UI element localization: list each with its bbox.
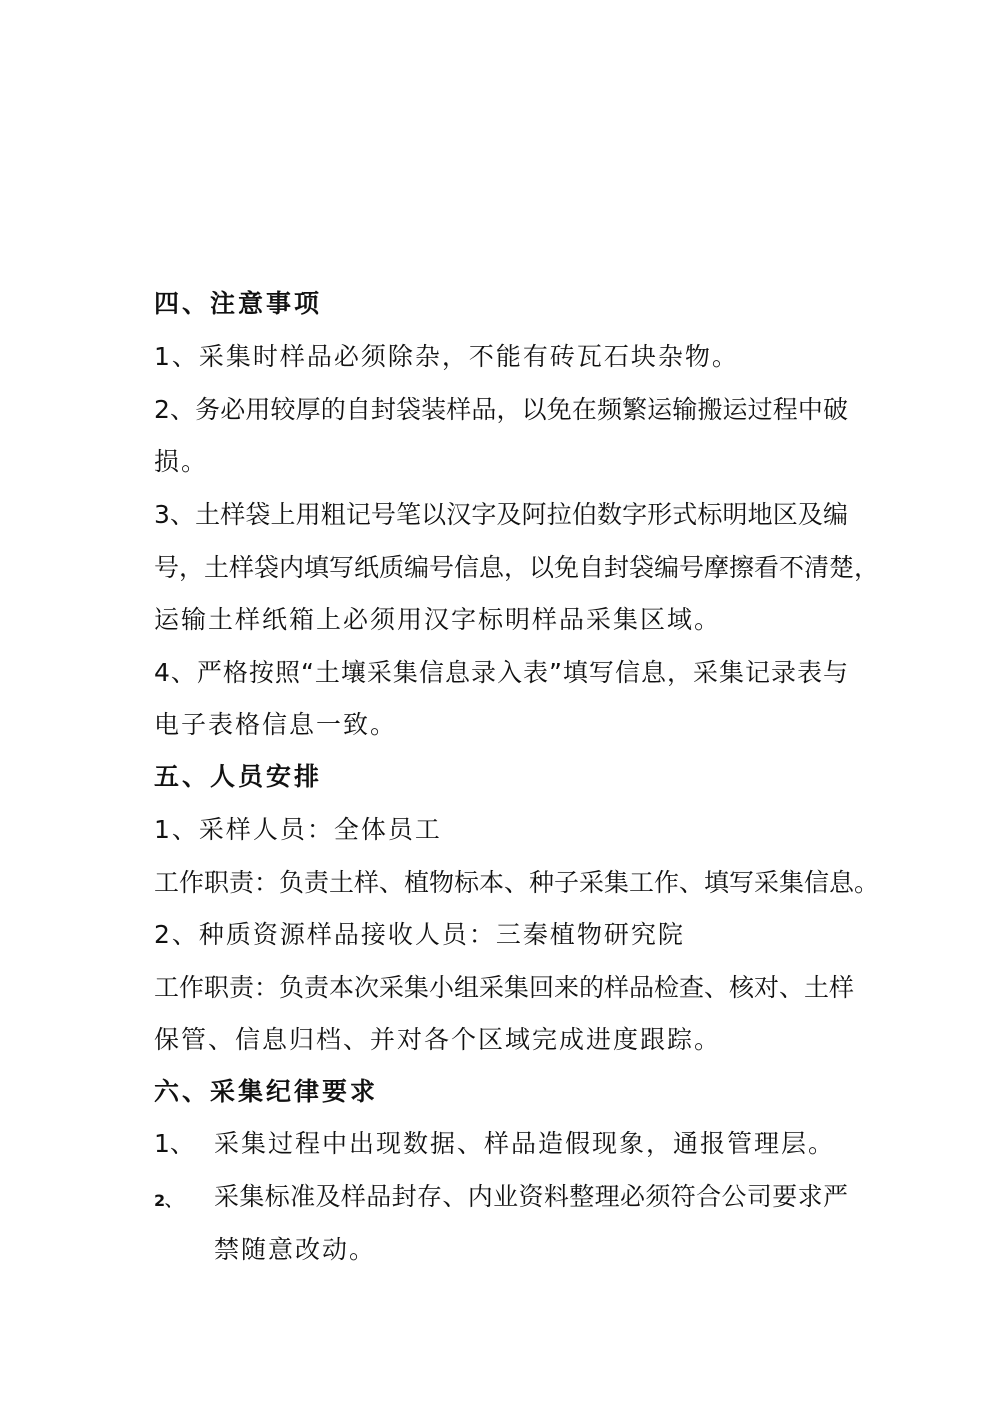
section-heading-discipline: 六、采集纪律要求 <box>154 1077 379 1106</box>
notes-line-7: 4、严格按照“土壤采集信息录入表”填写信息，采集记录表与 <box>154 658 848 687</box>
notes-line-2: 2、务必用较厚的自封袋装样品，以免在频繁运输搬运过程中破 <box>154 395 848 424</box>
section-heading-notes: 四、注意事项 <box>154 289 323 318</box>
notes-line-8: 电子表格信息一致。 <box>154 710 398 739</box>
staff-line-1: 1、采样人员：全体员工 <box>154 815 442 844</box>
staff-line-2: 工作职责：负责土样、植物标本、种子采集工作、填写采集信息。 <box>154 868 880 897</box>
notes-line-4: 3、土样袋上用粗记号笔以汉字及阿拉伯数字形式标明地区及编 <box>154 500 848 529</box>
staff-line-5: 保管、信息归档、并对各个区域完成进度跟踪。 <box>154 1025 722 1054</box>
discipline-item-1-number: 1、 <box>154 1129 195 1158</box>
discipline-item-2-number: 2、 <box>154 1191 182 1210</box>
discipline-item-2-text-line-1: 采集标准及样品封存、内业资料整理必须符合公司要求严 <box>214 1182 848 1211</box>
discipline-item-1-text: 采集过程中出现数据、样品造假现象，通报管理层。 <box>214 1129 836 1158</box>
notes-line-6: 运输土样纸箱上必须用汉字标明样品采集区域。 <box>154 605 722 634</box>
notes-line-1: 1、采集时样品必须除杂，不能有砖瓦石块杂物。 <box>154 342 739 371</box>
staff-line-4: 工作职责：负责本次采集小组采集回来的样品检查、核对、土样 <box>154 973 855 1002</box>
discipline-item-2-text-line-2: 禁随意改动。 <box>214 1235 377 1264</box>
section-heading-staff: 五、人员安排 <box>154 762 323 791</box>
notes-line-5: 号，土样袋内填写纸质编号信息，以免自封袋编号摩擦看不清楚， <box>154 553 880 582</box>
staff-line-3: 2、种质资源样品接收人员：三秦植物研究院 <box>154 920 685 949</box>
notes-line-3: 损。 <box>154 447 209 476</box>
